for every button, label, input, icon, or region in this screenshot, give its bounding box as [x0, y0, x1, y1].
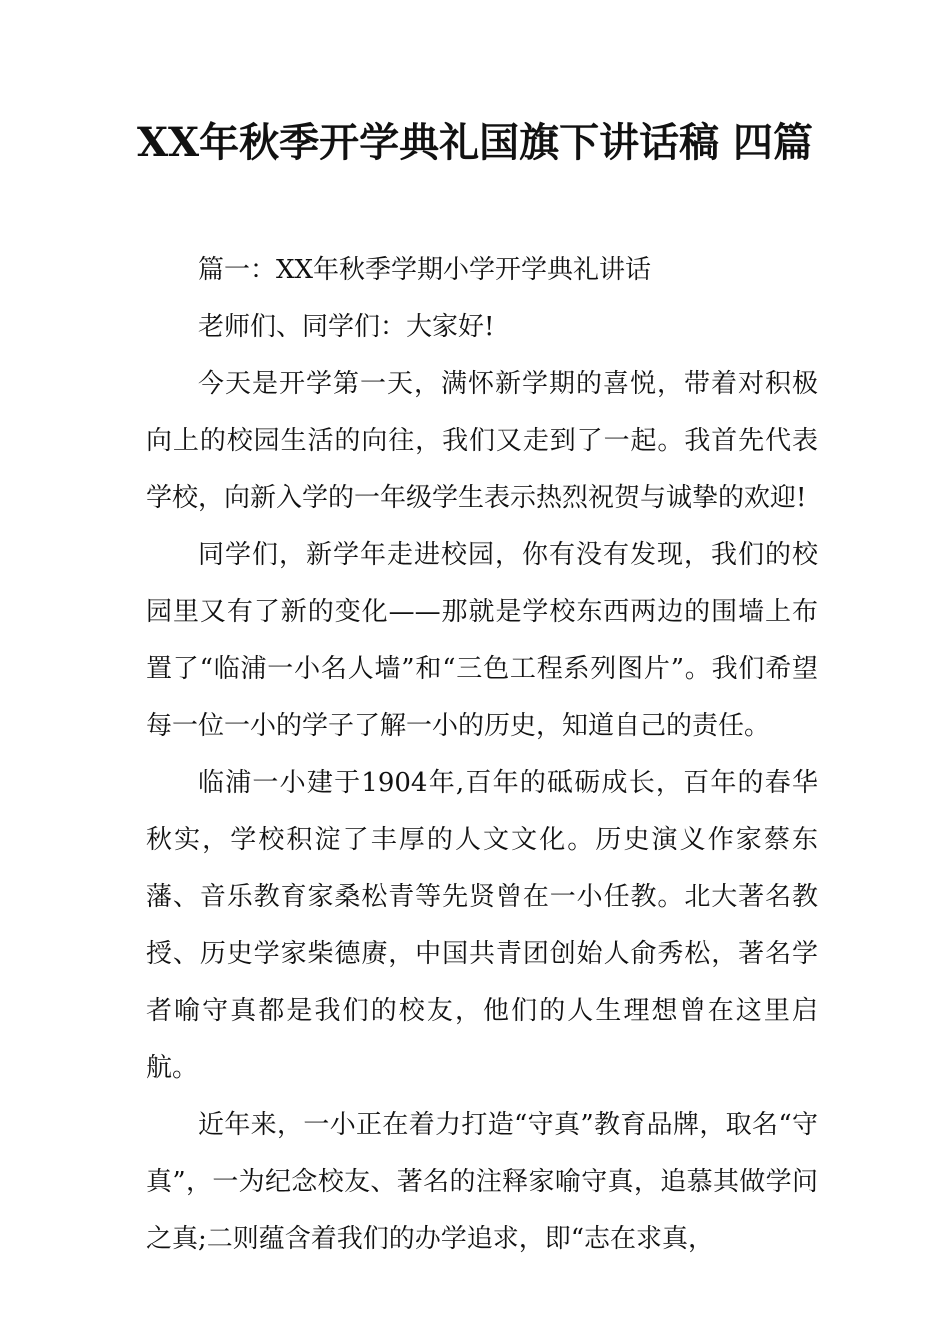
paragraph-2: 同学们，新学年走进校园，你有没有发现，我们的校园里又有了新的变化——那就是学校东西两边的围墙上布置了“临浦一小名人墙”和“三色工程系列图片”。我们希望每一位一小的学子了解一小的历史，知道自己的责任。: [146, 540, 818, 741]
paragraph-1: 今天是开学第一天，满怀新学期的喜悦，带着对积极向上的校园生活的向往，我们又走到了一起。我首先代表学校，向新入学的一年级学生表示热烈祝贺与诚挚的欢迎!: [146, 369, 818, 513]
section-heading: 篇一：XX年秋季学期小学开学典礼讲话: [198, 255, 652, 285]
document-body: [146, 242, 818, 1268]
paragraph-4: 近年来，一小正在着力打造“守真”教育品牌，取名“守真”，一为纪念校友、著名的注释家喻守真，追慕其做学问之真;二则蕴含着我们的办学追求，即“志在求真，: [146, 1110, 818, 1254]
document-title: XX年秋季开学典礼国旗下讲话稿 四篇: [137, 119, 813, 166]
paragraph-3: 临浦一小建于1904年,百年的砥砺成长，百年的春华秋实，学校积淀了丰厚的人文文化。历史演义作家蔡东藩、音乐教育家桑松青等先贤曾在一小任教。北大著名教授、历史学家柴德赓，中国共青团创始人俞秀松，著名学者喻守真都是我们的校友，他们的人生理想曾在这里启航。: [146, 768, 818, 1083]
greeting: 老师们、同学们：大家好!: [198, 312, 495, 342]
